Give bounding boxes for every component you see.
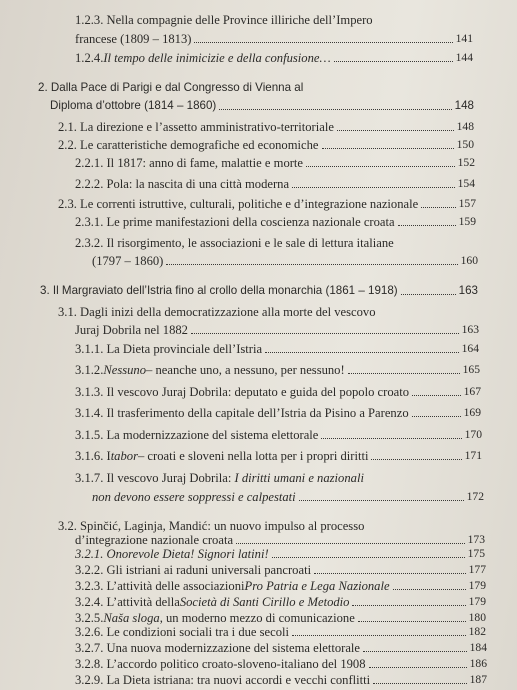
toc-entry-2-3-2: (1797 – 1860) 160 [92,254,478,268]
page-number: 180 [468,610,486,624]
toc-entry-3-2-9: 3.2.9. La Dieta istriana: tra nuovi accordi e vecchi conflitti 187 [75,673,487,687]
toc-entry-3-1-line1: 3.1. Dagli inizi della democratizzazione alla morte del vescovo [58,305,376,319]
dot-leader [421,207,455,208]
dot-leader [272,557,465,558]
page-number: 163 [458,284,478,297]
toc-entry-2-1: 2.1. La direzione e l’assetto amministrativo-territoriale 148 [58,120,474,134]
dot-leader [322,148,454,149]
toc-entry-3-2-line1: 3.2. Spinčić, Laginja, Mandić: un nuovo impulso al processo [58,519,365,533]
page-number: 167 [463,385,481,398]
page-number: 148 [454,99,474,112]
toc-entry-3-2: d’integrazione nazionale croata 173 [75,532,485,547]
dot-leader [166,264,457,265]
dot-leader [314,573,466,574]
page-number: 141 [455,32,473,45]
page-number: 169 [463,406,481,419]
page-number: 173 [467,532,485,546]
toc-entry-3-2-8: 3.2.8. L’accordo politico croato-sloveno-italiano del 1908 186 [75,657,487,672]
toc-chapter-3: 3. Il Margraviato dell’Istria fino al crollo della monarchia (1861 – 1918) 163 [40,284,478,297]
toc-chapter-2: Diploma d’ottobre (1814 – 1860) 148 [50,99,474,112]
dot-leader [236,543,465,544]
toc-entry-2-3-1: 2.3.1. Le prime manifestazioni della coscienza nazionale croata 159 [75,215,476,229]
dot-leader [292,635,466,636]
page-number: 179 [468,578,486,592]
toc-entry-3-1-6: 3.1.6. I tabor – croati e sloveni nella lotta per i propri diritti 171 [75,449,482,463]
dot-leader [363,651,467,652]
dot-leader [321,438,461,439]
dot-leader [412,395,461,396]
dot-leader [219,109,451,110]
toc-entry-3-1-4: 3.1.4. Il trasferimento della capitale dell’Istria da Pisino a Parenzo 169 [75,406,481,420]
page-number: 164 [461,342,479,355]
page-number: 163 [461,323,479,336]
dot-leader [191,333,459,334]
toc-entry-3-1-3: 3.1.3. Il vescovo Juraj Dobrila: deputato e guida del popolo croato 167 [75,385,481,399]
dot-leader [265,352,459,353]
page-number: 152 [457,156,475,169]
toc-entry-3-2-1: 3.2.1. Onorevole Dieta! Signori latini! 175 [75,546,485,561]
toc-entry-3-1: Juraj Dobrila nel 1882 163 [75,323,479,337]
page-number: 144 [455,51,473,64]
page-number: 186 [469,657,487,671]
page-number: 150 [456,138,474,151]
toc-entry-3-2-4: 3.2.4. L’attività della Società di Santi Cirillo e Metodio 179 [75,594,486,609]
dot-leader [334,61,453,62]
toc-chapter-2-line1: 2. Dalla Pace di Parigi e dal Congresso di Vienna al [38,81,304,94]
toc-entry-2-2-1: 2.2.1. Il 1817: anno di fame, malattie e morte 152 [75,156,475,170]
toc-entry-2-3: 2.3. Le correnti istruttive, culturali, politiche e d’integrazione nazionale 157 [58,197,476,211]
toc-entry-1-2-4: 1.2.4. Il tempo delle inimicizie e della confusione… 144 [75,51,473,65]
dot-leader [398,225,456,226]
page-number: 170 [464,428,482,441]
toc-entry-3-2-3: 3.2.3. L’attività delle associazioni Pro Patria e Lega Nazionale 179 [75,578,486,593]
toc-entry-3-1-7: non devono essere soppressi e calpestati 172 [92,490,484,504]
page-number: 179 [468,594,486,608]
page-number: 172 [466,490,484,503]
page-number: 154 [457,177,475,190]
page-number: 177 [468,562,486,576]
toc-entry-2-3-2-line1: 2.3.2. Il risorgimento, le associazioni e le sale di lettura italiane [75,236,394,250]
page-number: 175 [467,546,485,560]
page-number: 187 [469,673,487,686]
page-number: 182 [468,625,486,639]
toc-entry-1-2-3-line1: 1.2.3. Nella compagnie delle Province illiriche dell’Impero [75,13,373,27]
toc-entry-3-2-2: 3.2.2. Gli istriani ai raduni universali pancroati 177 [75,562,486,577]
page-number: 159 [458,215,476,228]
dot-leader [371,459,461,460]
dot-leader [373,683,466,684]
toc-entry-2-2-2: 2.2.2. Pola: la nascita di una città moderna 154 [75,177,475,191]
page-number: 165 [462,363,480,376]
page-number: 160 [460,254,478,267]
toc-entry-3-2-7: 3.2.7. Una nuova modernizzazione del sistema elettorale 184 [75,641,487,656]
dot-leader [352,605,465,606]
dot-leader [401,294,456,295]
dot-leader [292,187,455,188]
dot-leader [358,621,466,622]
toc-entry-3-2-5: 3.2.5. Naša sloga , un moderno mezzo di comunicazione 180 [75,610,486,625]
dot-leader [412,416,461,417]
page-number: 148 [456,120,474,133]
page-number: 184 [469,641,487,655]
dot-leader [306,166,455,167]
toc-entry-3-1-5: 3.1.5. La modernizzazione del sistema elettorale 170 [75,428,482,442]
toc-entry-3-2-6: 3.2.6. Le condizioni sociali tra i due secoli 182 [75,625,486,640]
dot-leader [194,42,452,43]
dot-leader [348,373,460,374]
dot-leader [299,500,464,501]
toc-entry-2-2: 2.2. Le caratteristiche demografiche ed economiche 150 [58,138,474,152]
page-number: 157 [458,197,476,210]
toc-entry-3-1-2: 3.1.2. Nessuno – neanche uno, a nessuno, per nessuno! 165 [75,363,480,377]
dot-leader [393,589,466,590]
dot-leader [337,130,454,131]
toc-entry-3-1-7-line1: 3.1.7. Il vescovo Juraj Dobrila: I diritti umani e nazionali [75,471,364,485]
toc-entry-1-2-3: francese (1809 – 1813) 141 [75,32,473,46]
dot-leader [369,667,467,668]
page-number: 171 [464,449,482,462]
toc-entry-3-1-1: 3.1.1. La Dieta provinciale dell’Istria 164 [75,342,479,356]
